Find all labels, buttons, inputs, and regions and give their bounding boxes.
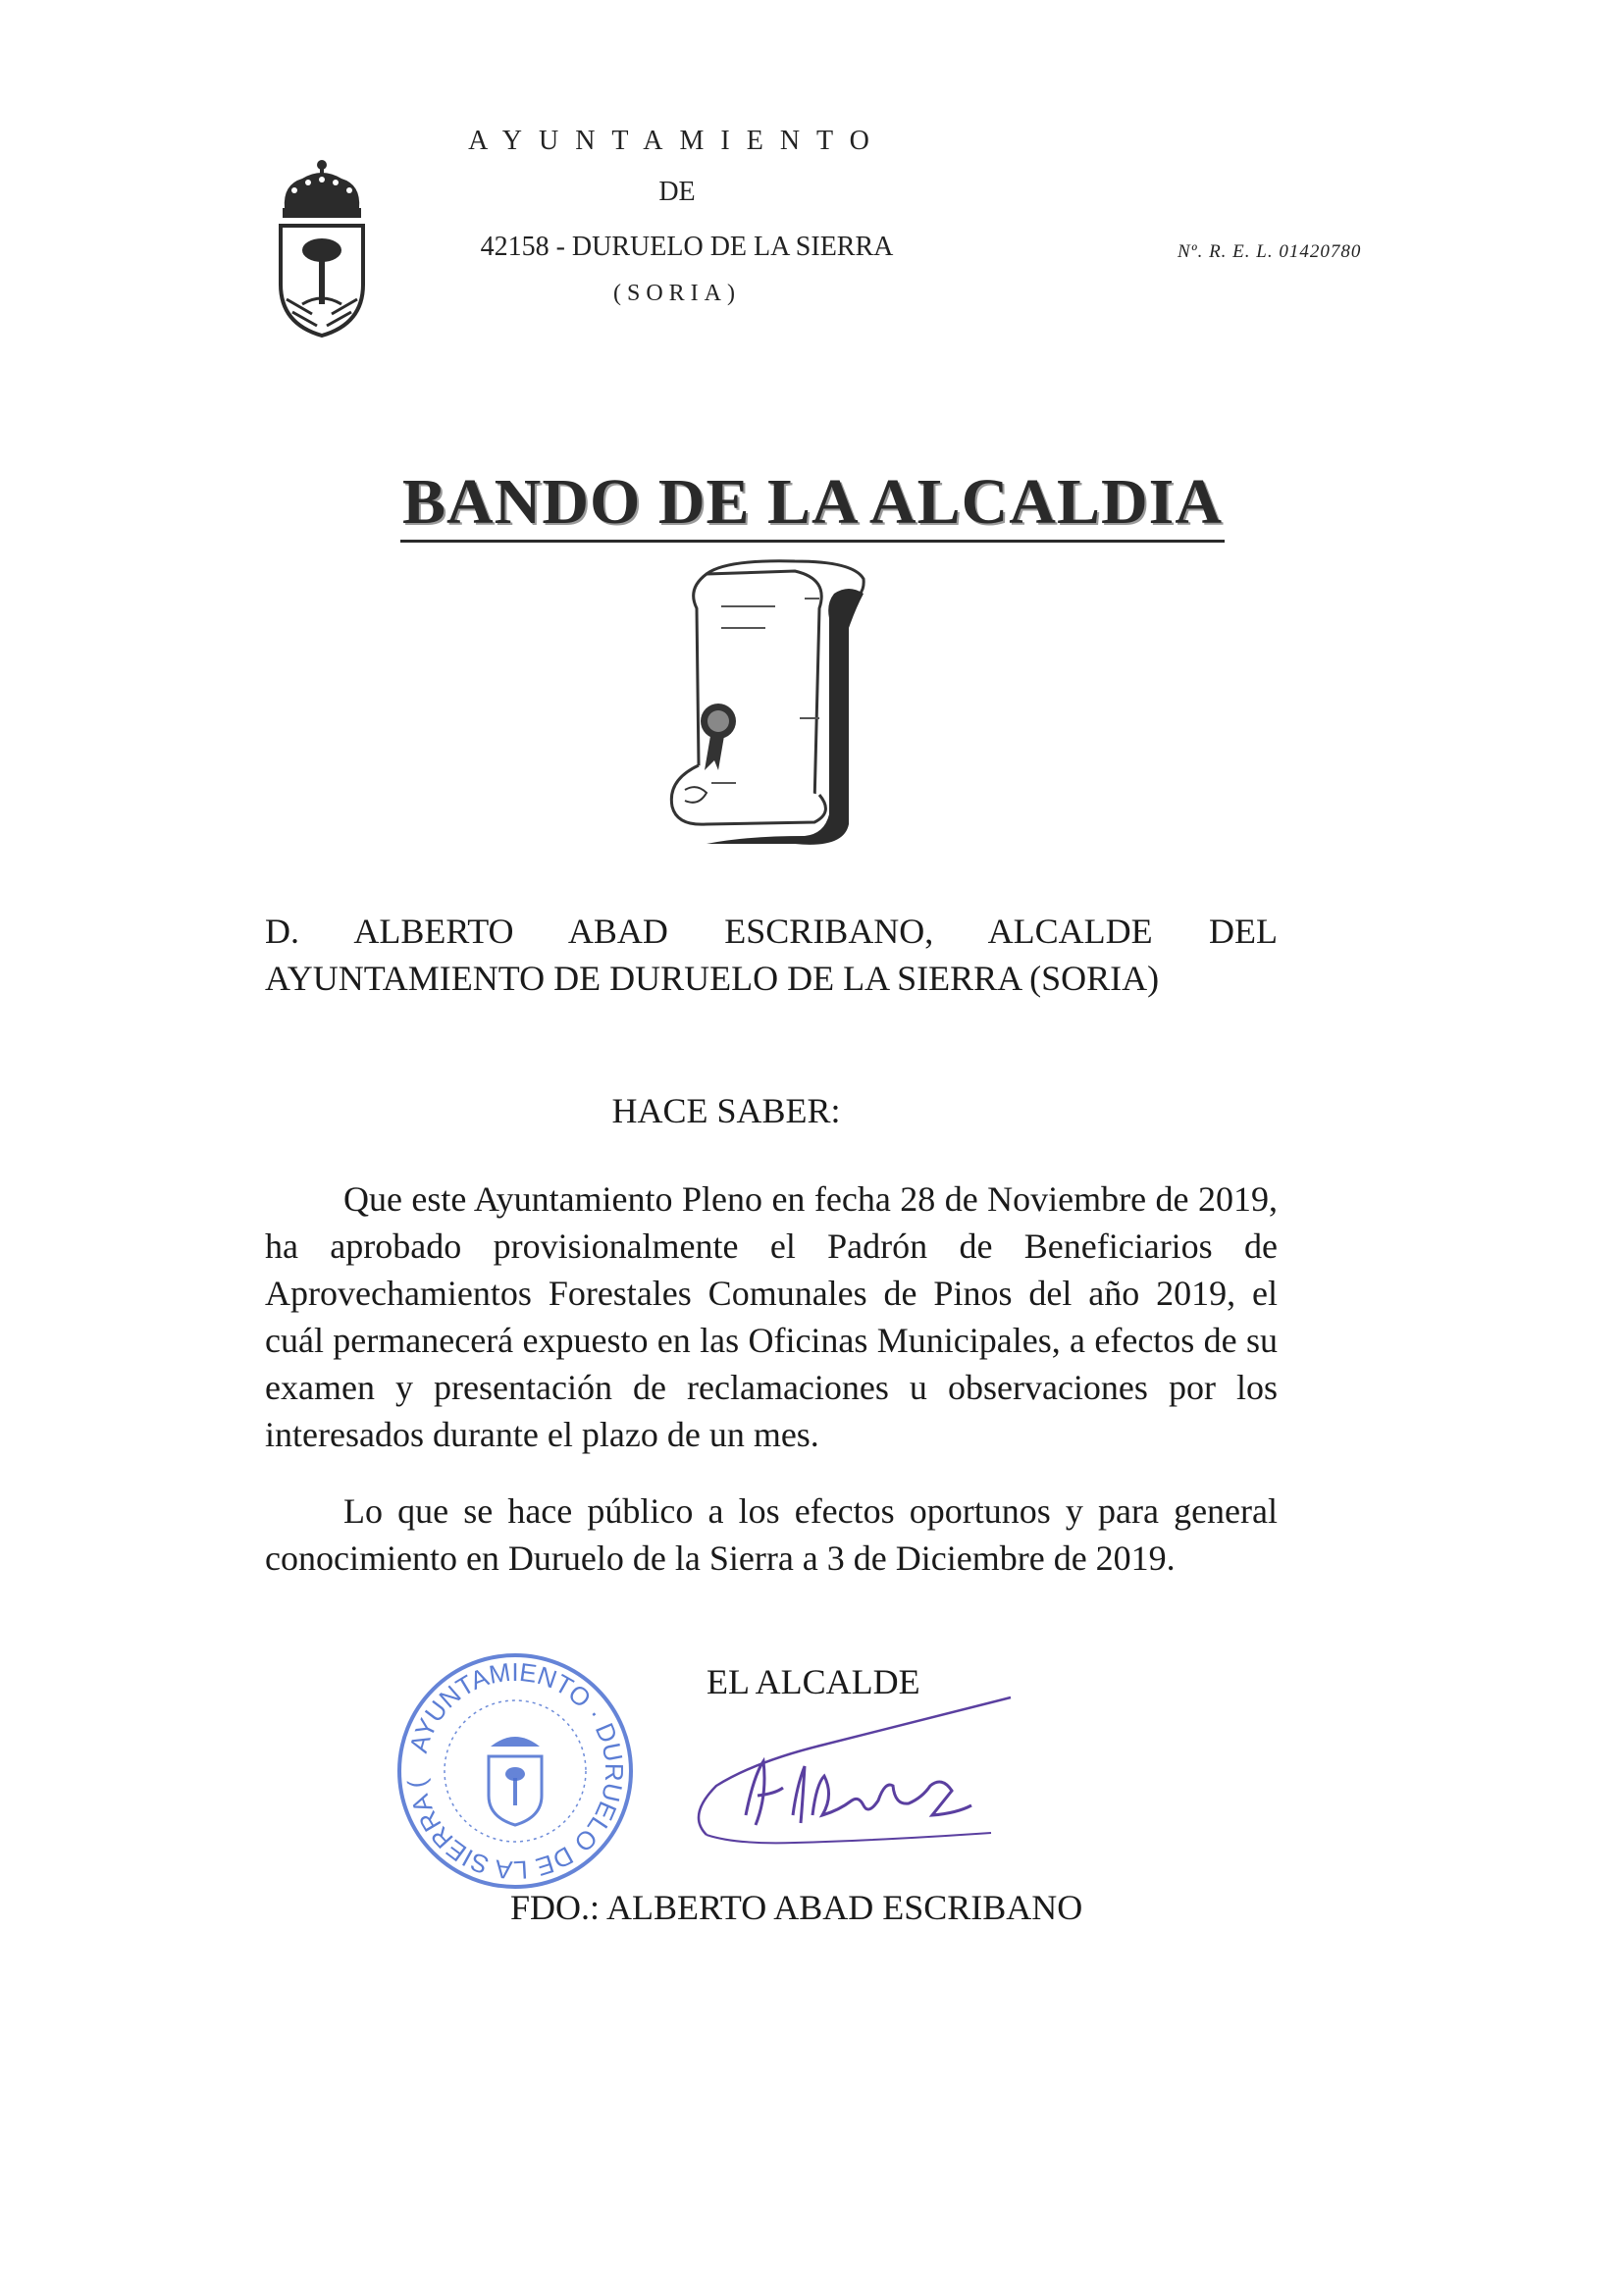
header-ayuntamiento: AYUNTAMIENTO bbox=[468, 126, 886, 156]
header-province: (SORIA) bbox=[613, 281, 741, 306]
handwritten-signature bbox=[677, 1668, 1030, 1864]
header-address: 42158 - DURUELO DE LA SIERRA bbox=[480, 232, 894, 262]
page-title: BANDO DE LA ALCALDIA bbox=[400, 467, 1225, 543]
paragraph-publication: Lo que se hace público a los efectos oportunos y para general conocimiento en Duruelo de la Sierra a 3 de Diciembre de 2019. bbox=[265, 1491, 1278, 1578]
signed-by: FDO.: ALBERTO ABAD ESCRIBANO bbox=[510, 1888, 1083, 1927]
mayor-line-1: D. ALBERTO ABAD ESCRIBANO, ALCALDE DEL bbox=[265, 912, 1278, 951]
signature-role: EL ALCALDE bbox=[707, 1662, 920, 1701]
registry-number: Nº. R. E. L. 01420780 bbox=[1178, 241, 1362, 262]
coat-of-arms-icon bbox=[273, 157, 371, 339]
hace-saber-heading: HACE SABER: bbox=[611, 1091, 841, 1130]
paragraph-approval: Que este Ayuntamiento Pleno en fecha 28 de Noviembre de 2019, ha aprobado provisionalmente el Padrón de Beneficiarios de Aprovechamientos Forestales Comunales de Pinos del año 2019, el cuál permanecerá expuesto en las Oficinas Municipales, a efectos de su examen y presentación de reclamaciones u observaciones por los interesados durante el plazo de un mes. bbox=[265, 1179, 1278, 1454]
mayor-line-2: AYUNTAMIENTO DE DURUELO DE LA SIERRA (SORIA) bbox=[265, 959, 1160, 998]
official-stamp bbox=[393, 1648, 638, 1894]
svg-text:AYUNTAMIENTO · DURUELO DE LA S: AYUNTAMIENTO · DURUELO DE LA SIERRA ( bbox=[401, 1656, 630, 1886]
header-de: DE bbox=[658, 177, 696, 207]
scroll-icon bbox=[628, 549, 893, 863]
